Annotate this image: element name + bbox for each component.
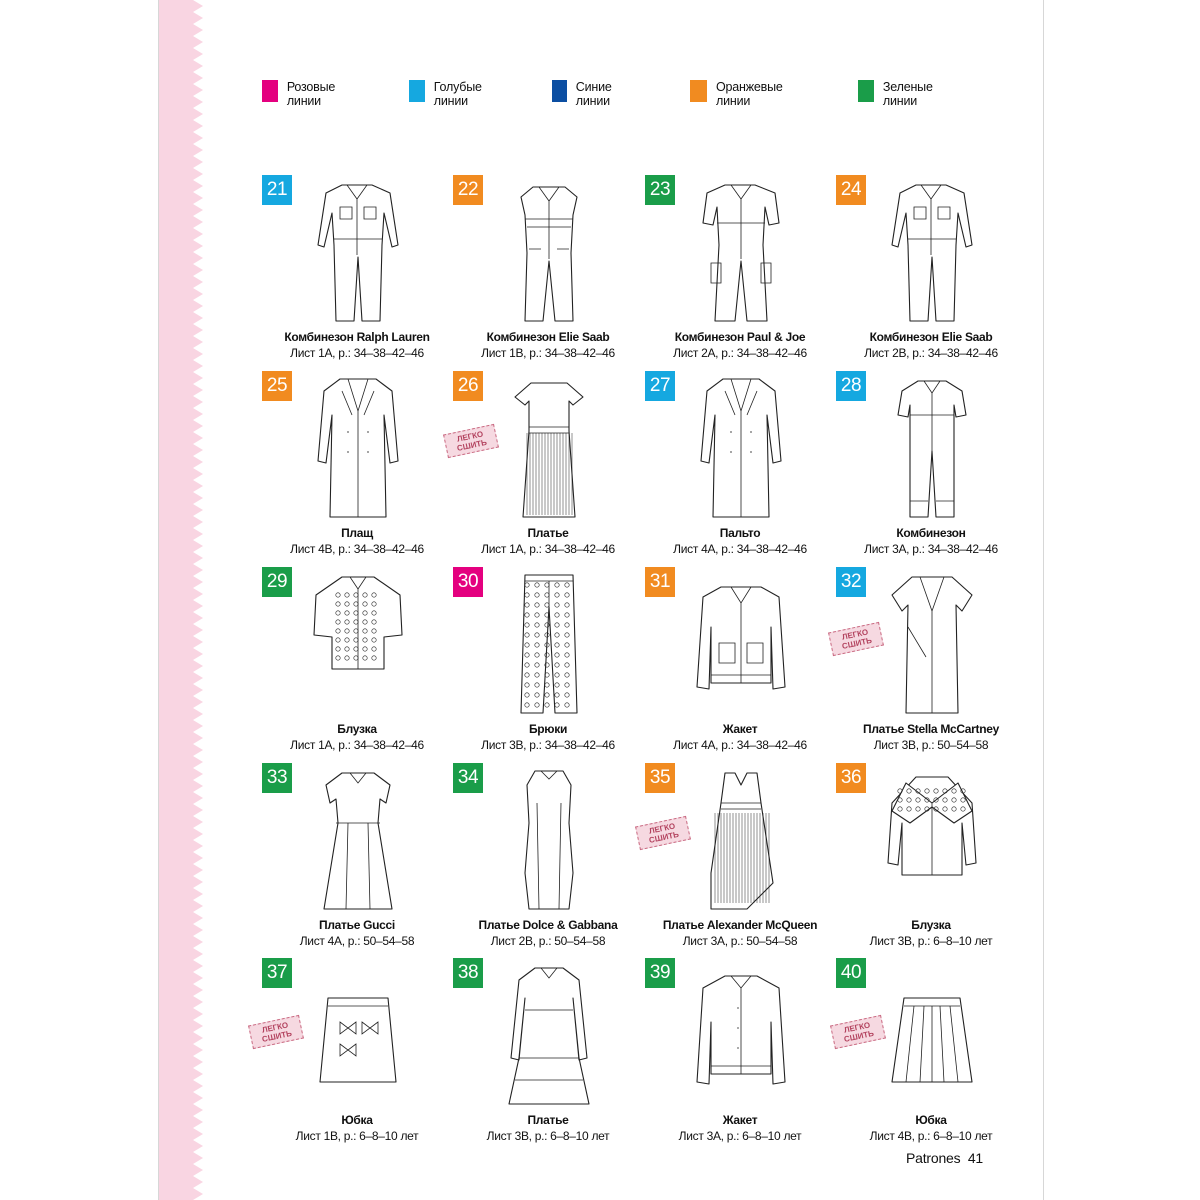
legend-label: Оранжевые линии	[715, 80, 783, 108]
page-footer	[906, 1150, 983, 1166]
pattern-number-badge: 31	[645, 567, 675, 597]
legend-swatch	[262, 80, 278, 102]
pattern-number-badge: 36	[836, 763, 866, 793]
pattern-number-badge: 40	[836, 958, 866, 988]
pattern-title: Жакет	[722, 1113, 758, 1127]
pattern-card	[836, 567, 1026, 757]
pattern-card	[645, 958, 835, 1148]
pattern-card	[262, 958, 452, 1148]
pattern-title: Плащ	[341, 526, 373, 540]
garment-sketch-jumpsuit-cargo	[675, 175, 805, 323]
garment-sketch-jumpsuit-short	[866, 371, 996, 519]
pattern-card	[453, 371, 643, 561]
easy-sew-stamp: ЛЕГКО СШИТЬ	[248, 1015, 304, 1049]
legend-item-green	[858, 78, 941, 108]
pattern-card	[836, 958, 1026, 1148]
pattern-number-badge: 23	[645, 175, 675, 205]
pattern-sheet-sizes: Лист 4А, р.: 50–54–58	[299, 934, 415, 948]
pattern-title: Жакет	[722, 722, 758, 736]
easy-sew-stamp: ЛЕГКО СШИТЬ	[830, 1015, 886, 1049]
pattern-card	[645, 763, 835, 953]
pattern-card	[453, 567, 643, 757]
pattern-sheet-sizes: Лист 1А, р.: 34–38–42–46	[290, 738, 424, 752]
pattern-sheet-sizes: Лист 2В, р.: 50–54–58	[490, 934, 606, 948]
legend-swatch	[409, 80, 425, 102]
garment-sketch-dress-pleated	[483, 371, 613, 519]
pattern-number-badge: 38	[453, 958, 483, 988]
pattern-sheet-sizes: Лист 4В, р.: 34–38–42–46	[290, 542, 424, 556]
pattern-sheet-sizes: Лист 3А, р.: 6–8–10 лет	[678, 1129, 802, 1143]
pattern-number-badge: 29	[262, 567, 292, 597]
garment-sketch-skirt-bows	[292, 958, 422, 1106]
pattern-number-badge: 32	[836, 567, 866, 597]
pattern-sheet-sizes: Лист 3В, р.: 6–8–10 лет	[869, 934, 993, 948]
pattern-sheet-sizes: Лист 1А, р.: 34–38–42–46	[481, 542, 615, 556]
garment-sketch-dress-tiered	[483, 958, 613, 1106]
pattern-title: Комбинезон Ralph Lauren	[284, 330, 430, 344]
pattern-title: Платье Dolce & Gabbana	[478, 918, 618, 932]
pattern-number-badge: 25	[262, 371, 292, 401]
legend-swatch	[552, 80, 567, 102]
legend-label: Синие линии	[575, 80, 612, 108]
pattern-card	[262, 567, 452, 757]
pattern-number-badge: 30	[453, 567, 483, 597]
pattern-sheet-sizes: Лист 4В, р.: 6–8–10 лет	[869, 1129, 993, 1143]
pattern-sheet-sizes: Лист 3В, р.: 50–54–58	[873, 738, 989, 752]
pattern-title: Платье	[527, 526, 569, 540]
pattern-title: Платье Stella McCartney	[863, 722, 999, 736]
garment-sketch-skirt-pleated	[866, 958, 996, 1106]
garment-sketch-jacket-kid	[675, 958, 805, 1106]
pattern-card	[836, 371, 1026, 561]
pattern-number-badge: 34	[453, 763, 483, 793]
pattern-title: Блузка	[337, 722, 377, 736]
legend-swatch	[690, 80, 707, 102]
pattern-title: Платье	[527, 1113, 569, 1127]
pattern-card	[645, 371, 835, 561]
legend-item-orange	[690, 78, 790, 108]
pattern-number-badge: 22	[453, 175, 483, 205]
garment-sketch-trousers	[483, 567, 613, 715]
pattern-title: Пальто	[719, 526, 761, 540]
garment-sketch-blouse	[292, 567, 422, 715]
pattern-title: Блузка	[911, 918, 951, 932]
pattern-title: Брюки	[528, 722, 568, 736]
pattern-sheet-sizes: Лист 3В, р.: 6–8–10 лет	[486, 1129, 610, 1143]
garment-sketch-coat	[675, 371, 805, 519]
garment-sketch-jumpsuit-sleeveless	[483, 175, 613, 323]
legend-item-pink	[262, 78, 343, 108]
pattern-card	[262, 763, 452, 953]
pattern-number-badge: 35	[645, 763, 675, 793]
pattern-title: Платье Gucci	[319, 918, 395, 932]
garment-sketch-dress-sheath	[483, 763, 613, 911]
pattern-sheet-sizes: Лист 1В, р.: 6–8–10 лет	[295, 1129, 419, 1143]
pattern-card	[836, 763, 1026, 953]
pattern-title: Юбка	[915, 1113, 947, 1127]
page-number: 41	[967, 1150, 984, 1166]
pattern-card	[836, 175, 1026, 365]
legend-label: Зеленые линии	[882, 80, 933, 108]
legend-label: Розовые линии	[286, 80, 336, 108]
pattern-sheet-sizes: Лист 4А, р.: 34–38–42–46	[673, 542, 807, 556]
garment-sketch-dress-asym	[675, 763, 805, 911]
pattern-sheet-sizes: Лист 3А, р.: 34–38–42–46	[864, 542, 998, 556]
pattern-title: Комбинезон	[896, 526, 966, 540]
pattern-number-badge: 28	[836, 371, 866, 401]
pattern-sheet-sizes: Лист 3В, р.: 34–38–42–46	[481, 738, 615, 752]
pattern-number-badge: 37	[262, 958, 292, 988]
pattern-sheet-sizes: Лист 2В, р.: 34–38–42–46	[864, 346, 998, 360]
pattern-number-badge: 26	[453, 371, 483, 401]
pattern-sheet-sizes: Лист 3А, р.: 50–54–58	[682, 934, 798, 948]
garment-sketch-jumpsuit	[866, 175, 996, 323]
garment-sketch-coat	[292, 371, 422, 519]
pattern-card	[453, 175, 643, 365]
easy-sew-stamp: ЛЕГКО СШИТЬ	[443, 424, 499, 458]
pattern-title: Платье Alexander McQueen	[662, 918, 818, 932]
pattern-sheet-sizes: Лист 1А, р.: 34–38–42–46	[290, 346, 424, 360]
pattern-title: Комбинезон Elie Saab	[869, 330, 993, 344]
legend-swatch	[858, 80, 874, 102]
magazine-name: Patrones	[906, 1150, 961, 1166]
pattern-number-badge: 39	[645, 958, 675, 988]
legend-label: Голубые линии	[433, 80, 482, 108]
pattern-sheet-sizes: Лист 1В, р.: 34–38–42–46	[481, 346, 615, 360]
pattern-sheet-sizes: Лист 2А, р.: 34–38–42–46	[673, 346, 807, 360]
pattern-card	[645, 175, 835, 365]
pattern-title: Комбинезон Elie Saab	[486, 330, 610, 344]
garment-sketch-dress-flare	[292, 763, 422, 911]
garment-sketch-dress-v	[866, 567, 996, 715]
pattern-number-badge: 21	[262, 175, 292, 205]
easy-sew-stamp: ЛЕГКО СШИТЬ	[828, 622, 884, 656]
pattern-card	[645, 567, 835, 757]
easy-sew-stamp: ЛЕГКО СШИТЬ	[635, 816, 691, 850]
pattern-card	[453, 958, 643, 1148]
pattern-sheet-sizes: Лист 4А, р.: 34–38–42–46	[673, 738, 807, 752]
pattern-title: Юбка	[341, 1113, 373, 1127]
garment-sketch-blouse-collar	[866, 763, 996, 911]
garment-sketch-jumpsuit	[292, 175, 422, 323]
pattern-card	[262, 371, 452, 561]
legend-item-lightblue	[409, 78, 490, 108]
garment-sketch-jacket	[675, 567, 805, 715]
pinked-edge-decoration	[159, 0, 205, 1200]
pattern-number-badge: 27	[645, 371, 675, 401]
legend-item-blue	[552, 78, 621, 108]
pattern-title: Комбинезон Paul & Joe	[674, 330, 806, 344]
pattern-number-badge: 24	[836, 175, 866, 205]
pattern-card	[453, 763, 643, 953]
pattern-number-badge: 33	[262, 763, 292, 793]
pattern-card	[262, 175, 452, 365]
